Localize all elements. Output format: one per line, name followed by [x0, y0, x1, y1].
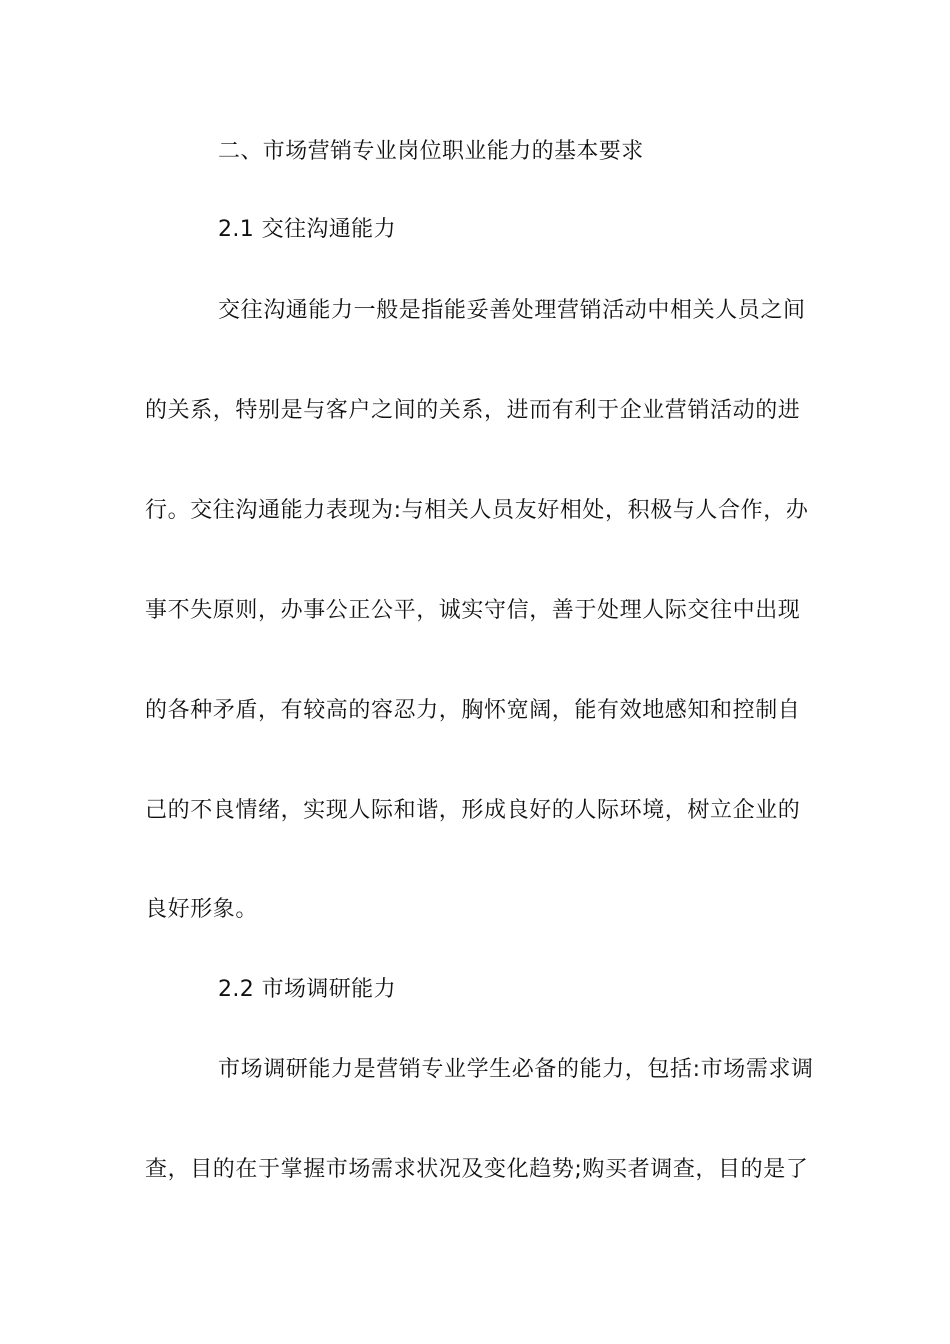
paragraph-line: 行。交往沟通能力表现为:与相关人员友好相处，积极与人合作，办 [145, 498, 809, 523]
subsection-heading-market-research: 2.2 市场调研能力 [218, 977, 396, 1002]
paragraph-line: 市场调研能力是营销专业学生必备的能力，包括:市场需求调 [218, 1057, 814, 1082]
paragraph-line: 的关系，特别是与客户之间的关系，进而有利于企业营销活动的进 [145, 398, 801, 423]
paragraph-line: 查，目的在于掌握市场需求状况及变化趋势;购买者调查，目的是了 [145, 1157, 809, 1182]
paragraph-line: 事不失原则，办事公正公平，诚实守信，善于处理人际交往中出现 [145, 598, 801, 623]
subsection-heading-communication: 2.1 交往沟通能力 [218, 217, 396, 242]
paragraph-line: 的各种矛盾，有较高的容忍力，胸怀宽阔，能有效地感知和控制自 [145, 698, 801, 723]
paragraph-line: 良好形象。 [145, 897, 259, 922]
paragraph-line: 己的不良情绪，实现人际和谐，形成良好的人际环境，树立企业的 [145, 798, 801, 823]
section-title: 二、市场营销专业岗位职业能力的基本要求 [218, 139, 644, 164]
paragraph-line: 交往沟通能力一般是指能妥善处理营销活动中相关人员之间 [218, 298, 806, 323]
